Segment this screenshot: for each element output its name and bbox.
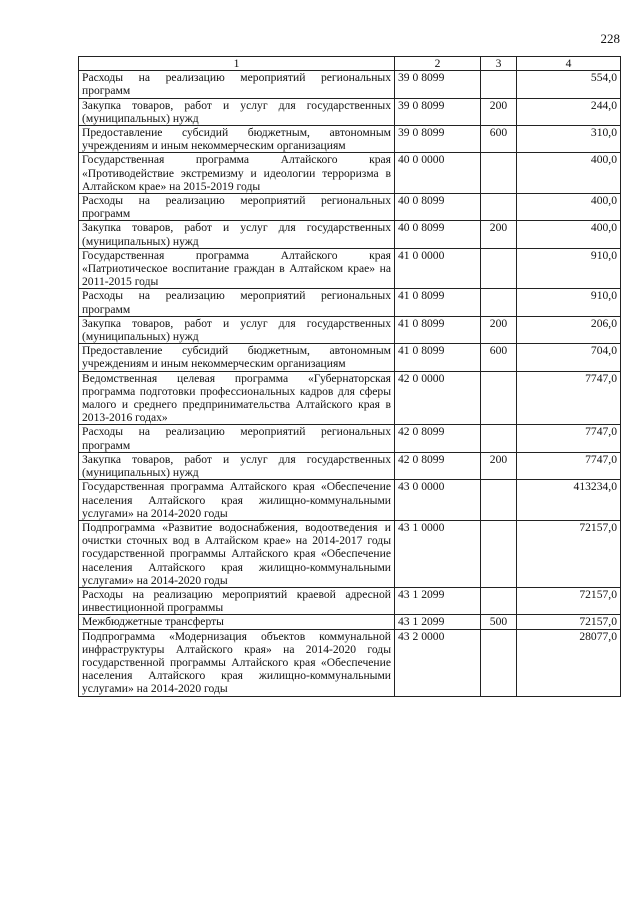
row-expense-type bbox=[481, 71, 517, 98]
table-row bbox=[79, 153, 621, 194]
row-description: Расходы на реализацию мероприятий региональных программ bbox=[79, 425, 395, 452]
row-amount: 554,0 bbox=[517, 71, 621, 98]
row-code: 40 0 0000 bbox=[395, 153, 481, 194]
row-amount: 244,0 bbox=[517, 98, 621, 125]
row-code: 39 0 8099 bbox=[395, 98, 481, 125]
row-amount: 400,0 bbox=[517, 194, 621, 221]
row-code: 41 0 8099 bbox=[395, 289, 481, 316]
row-code: 41 0 8099 bbox=[395, 344, 481, 371]
row-amount: 72157,0 bbox=[517, 587, 621, 614]
table-row bbox=[79, 587, 621, 614]
table-row bbox=[79, 452, 621, 479]
table-row bbox=[79, 194, 621, 221]
row-amount: 310,0 bbox=[517, 126, 621, 153]
row-amount: 704,0 bbox=[517, 344, 621, 371]
table-body bbox=[79, 71, 621, 696]
row-code: 43 1 2099 bbox=[395, 615, 481, 629]
row-expense-type: 200 bbox=[481, 316, 517, 343]
row-code: 41 0 0000 bbox=[395, 248, 481, 289]
row-description: Закупка товаров, работ и услуг для государственных (муниципальных) нужд bbox=[79, 221, 395, 248]
row-amount: 72157,0 bbox=[517, 615, 621, 629]
row-description: Закупка товаров, работ и услуг для государственных (муниципальных) нужд bbox=[79, 452, 395, 479]
row-amount: 400,0 bbox=[517, 153, 621, 194]
row-expense-type bbox=[481, 425, 517, 452]
table-row bbox=[79, 316, 621, 343]
row-expense-type bbox=[481, 194, 517, 221]
row-code: 42 0 8099 bbox=[395, 452, 481, 479]
row-description: Подпрограмма «Модернизация объектов коммунальной инфраструктуры Алтайского края» на 2014-2020 годы государственной программы Алтайского края «Обеспечение населения Алтайского края жилищно-коммунальными услугами» на 2014-2020 годы bbox=[79, 629, 395, 696]
row-code: 43 1 2099 bbox=[395, 587, 481, 614]
row-code: 43 2 0000 bbox=[395, 629, 481, 696]
row-expense-type: 600 bbox=[481, 344, 517, 371]
row-expense-type: 200 bbox=[481, 98, 517, 125]
row-amount: 28077,0 bbox=[517, 629, 621, 696]
row-amount: 206,0 bbox=[517, 316, 621, 343]
row-description: Межбюджетные трансферты bbox=[79, 615, 395, 629]
row-code: 39 0 8099 bbox=[395, 126, 481, 153]
page-number: 228 bbox=[600, 31, 620, 46]
row-description: Расходы на реализацию мероприятий региональных программ bbox=[79, 194, 395, 221]
table-row bbox=[79, 289, 621, 316]
row-amount: 413234,0 bbox=[517, 480, 621, 521]
row-amount: 7747,0 bbox=[517, 452, 621, 479]
table-row bbox=[79, 520, 621, 587]
row-description: Государственная программа Алтайского края «Обеспечение населения Алтайского края жилищно-коммунальными услугами» на 2014-2020 годы bbox=[79, 480, 395, 521]
row-code: 43 0 0000 bbox=[395, 480, 481, 521]
row-description: Предоставление субсидий бюджетным, автономным учреждениям и иным некоммерческим организациям bbox=[79, 344, 395, 371]
row-expense-type: 500 bbox=[481, 615, 517, 629]
row-code: 43 1 0000 bbox=[395, 520, 481, 587]
row-code: 42 0 8099 bbox=[395, 425, 481, 452]
row-expense-type bbox=[481, 587, 517, 614]
table-row bbox=[79, 480, 621, 521]
table-row bbox=[79, 248, 621, 289]
row-expense-type bbox=[481, 520, 517, 587]
row-description: Закупка товаров, работ и услуг для государственных (муниципальных) нужд bbox=[79, 316, 395, 343]
row-code: 41 0 8099 bbox=[395, 316, 481, 343]
row-amount: 910,0 bbox=[517, 289, 621, 316]
row-description: Ведомственная целевая программа «Губернаторская программа подготовки профессиональных кадров для сферы малого и среднего предпринимательства Алтайского края в 2013-2016 годах» bbox=[79, 371, 395, 425]
row-description: Государственная программа Алтайского края «Противодействие экстремизму и идеологии терроризма в Алтайском крае» на 2015-2019 годы bbox=[79, 153, 395, 194]
table-row bbox=[79, 371, 621, 425]
row-amount: 7747,0 bbox=[517, 425, 621, 452]
row-description: Расходы на реализацию мероприятий краевой адресной инвестиционной программы bbox=[79, 587, 395, 614]
row-code: 39 0 8099 bbox=[395, 71, 481, 98]
column-header-3: 3 bbox=[481, 57, 517, 71]
row-code: 40 0 8099 bbox=[395, 221, 481, 248]
table-row bbox=[79, 221, 621, 248]
row-description: Государственная программа Алтайского края «Патриотическое воспитание граждан в Алтайском крае» на 2011-2015 годы bbox=[79, 248, 395, 289]
budget-table bbox=[78, 56, 621, 697]
row-expense-type: 600 bbox=[481, 126, 517, 153]
row-expense-type bbox=[481, 480, 517, 521]
row-code: 40 0 8099 bbox=[395, 194, 481, 221]
row-expense-type bbox=[481, 248, 517, 289]
row-description: Закупка товаров, работ и услуг для государственных (муниципальных) нужд bbox=[79, 98, 395, 125]
column-header-4: 4 bbox=[517, 57, 621, 71]
row-expense-type bbox=[481, 371, 517, 425]
row-expense-type: 200 bbox=[481, 221, 517, 248]
row-description: Подпрограмма «Развитие водоснабжения, водоотведения и очистки сточных вод в Алтайском крае» на 2014-2017 годы государственной программы Алтайского края «Обеспечение населения Алтайского края жилищно-коммунальными услугами» на 2014-2020 годы bbox=[79, 520, 395, 587]
table-row bbox=[79, 344, 621, 371]
table-row bbox=[79, 126, 621, 153]
row-expense-type bbox=[481, 289, 517, 316]
table-row bbox=[79, 615, 621, 629]
table-row bbox=[79, 98, 621, 125]
column-header-2: 2 bbox=[395, 57, 481, 71]
table-row bbox=[79, 629, 621, 696]
row-amount: 400,0 bbox=[517, 221, 621, 248]
row-amount: 910,0 bbox=[517, 248, 621, 289]
table-header-row bbox=[79, 57, 621, 71]
table-row bbox=[79, 425, 621, 452]
row-expense-type bbox=[481, 153, 517, 194]
row-code: 42 0 0000 bbox=[395, 371, 481, 425]
row-expense-type: 200 bbox=[481, 452, 517, 479]
table-row bbox=[79, 71, 621, 98]
row-expense-type bbox=[481, 629, 517, 696]
column-header-1: 1 bbox=[79, 57, 395, 71]
row-amount: 7747,0 bbox=[517, 371, 621, 425]
row-description: Расходы на реализацию мероприятий региональных программ bbox=[79, 71, 395, 98]
row-description: Предоставление субсидий бюджетным, автономным учреждениям и иным некоммерческим организациям bbox=[79, 126, 395, 153]
row-amount: 72157,0 bbox=[517, 520, 621, 587]
row-description: Расходы на реализацию мероприятий региональных программ bbox=[79, 289, 395, 316]
